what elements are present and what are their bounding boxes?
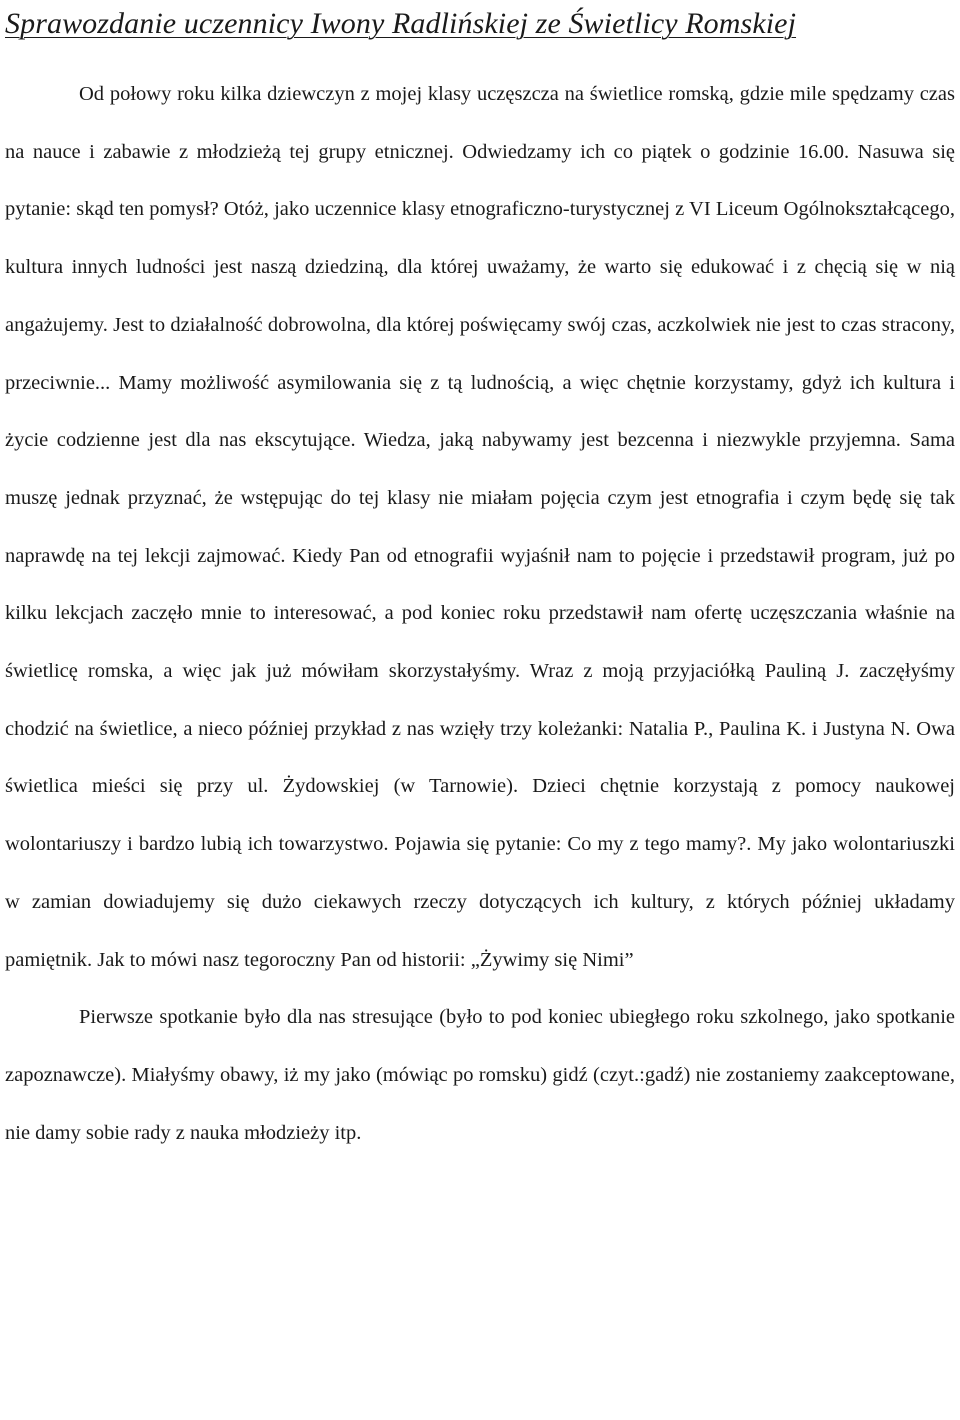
paragraph-2: Pierwsze spotkanie było dla nas stresujące (było to pod koniec ubiegłego roku szkolnego, jako spotkanie zapoznawcze). Miałyśmy obawy, iż my jako (mówiąc po romsku) gidź (czyt.:gadź) nie zostaniemy zaakceptowane, nie damy sobie rady z nauka młodzieży itp.	[5, 1006, 955, 1144]
paragraph-1: Od połowy roku kilka dziewczyn z mojej klasy uczęszcza na świetlice romską, gdzie mile spędzamy czas na nauce i zabawie z młodzieżą tej grupy etnicznej. Odwiedzamy ich co piątek o godzinie 16.00. Nasuwa się pytanie: skąd ten pomysł? Otóż, jako uczennice klasy etnograficzno-turystycznej z VI Liceum Ogólnokształcącego, kultura innych ludności jest naszą dziedziną, dla której uważamy, że warto się edukować i z chęcią się w nią angażujemy. Jest to działalność dobrowolna, dla której poświęcamy swój czas, aczkolwiek nie jest to czas stracony, przeciwnie... Mamy możliwość asymilowania się z tą ludnością, a więc chętnie korzystamy, gdyż ich kultura i życie codzienne jest dla nas ekscytujące. Wiedza, jaką nabywamy jest bezcenna i niezwykle przyjemna. Sama muszę jednak przyznać, że wstępując do tej klasy nie miałam pojęcia czym jest etnografia i czym będę się tak naprawdę na tej lekcji zajmować. Kiedy Pan od etnografii wyjaśnił nam to pojęcie i przedstawił program, już po kilku lekcjach zaczęło mnie to interesować, a pod koniec roku przedstawił nam ofertę uczęszczania właśnie na świetlicę romska, a więc jak już mówiłam skorzystałyśmy. Wraz z moją przyjaciółką Pauliną J. zaczęłyśmy chodzić na świetlice, a nieco później przykład z nas wzięły trzy koleżanki: Natalia P., Paulina K. i Justyna N. Owa świetlica mieści się przy ul. Żydowskiej (w Tarnowie). Dzieci chętnie korzystają z pomocy naukowej wolontariuszy i bardzo lubią ich towarzystwo. Pojawia się pytanie: Co my z tego mamy?. My jako wolontariuszki w zamian dowiadujemy się dużo ciekawych rzeczy dotyczących ich kultury, z których później układamy pamiętnik. Jak to mówi nasz tegoroczny Pan od historii: „Żywimy się Nimi”	[5, 83, 955, 971]
document-title: Sprawozdanie uczennicy Iwony Radlińskiej ze Świetlicy Romskiej	[5, 7, 797, 40]
